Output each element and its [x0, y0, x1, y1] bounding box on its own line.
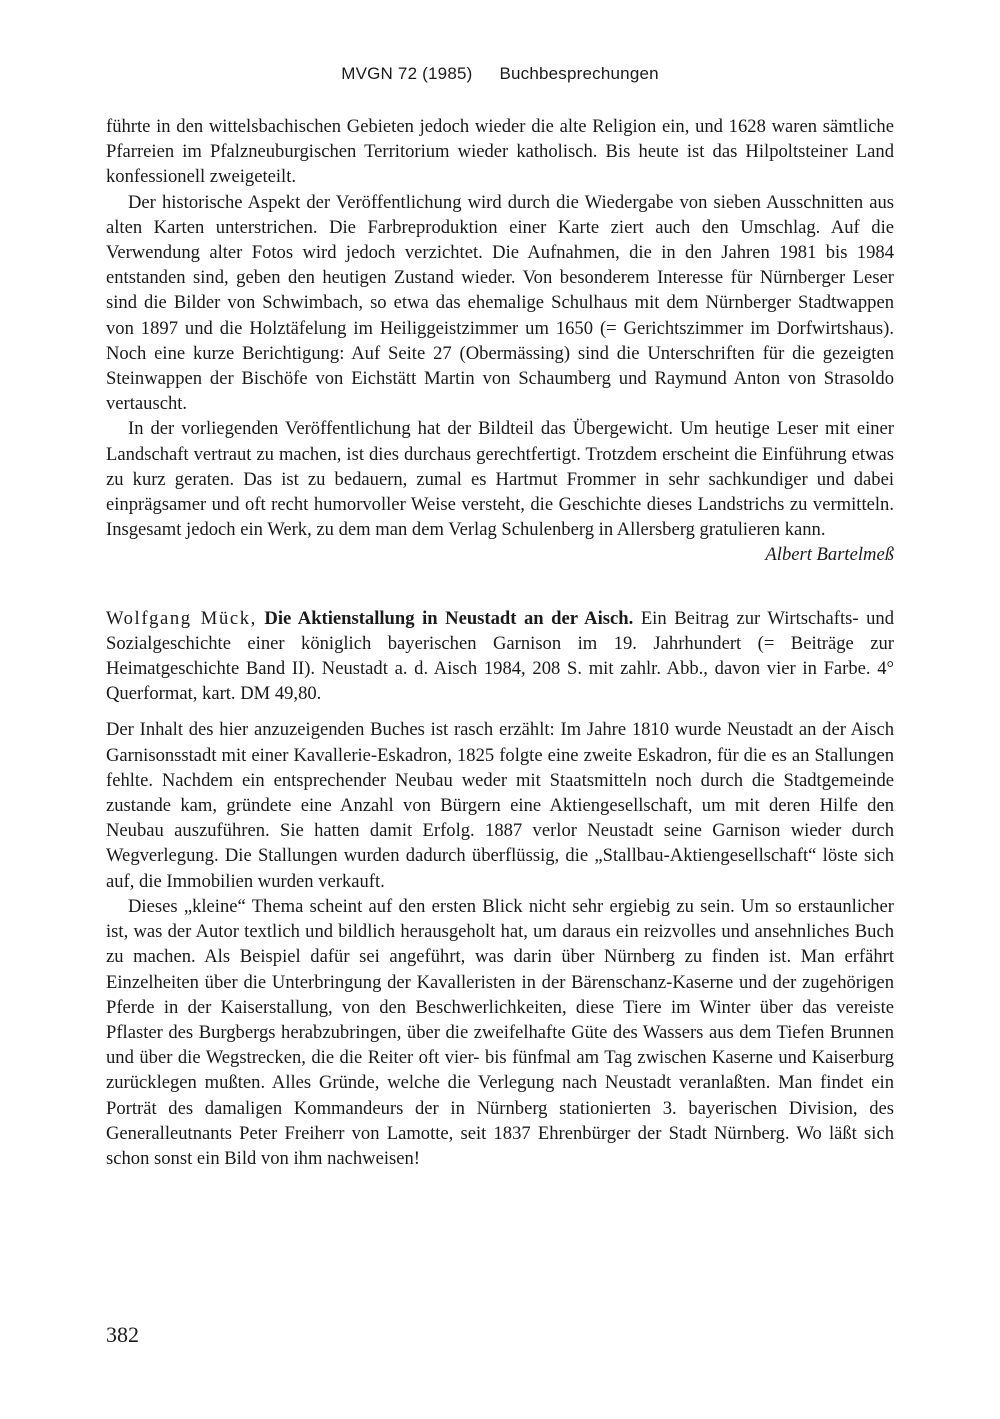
review1-paragraph-3: In der vorliegenden Veröffentlichung hat der Bildteil das Übergewicht. Um heutige Leser mit einer Landschaft vertraut zu machen, ist dies durchaus gerechtfertigt. Trotzdem erscheint die Einführung etwas zu kurz geraten. Das ist zu bedauern, zumal es Hartmut Frommer in sehr sachkundiger und dabei einprägsamer und oft recht humorvoller Weise versteht, die Geschichte dieses Landstrichs zu vermitteln. Insgesamt jedoch ein Werk, zu dem man dem Verlag Schulenberg in Allersberg gratulieren kann.	[106, 418, 894, 541]
review2-paragraph-2: Dieses „kleine“ Thema scheint auf den ersten Blick nicht sehr ergiebig zu sein. Um so erstaunlicher ist, was der Autor textlich und bildlich herausgeholt hat, um daraus ein reizvolles und ansehnliches Buch zu machen. Als Beispiel dafür sei angeführt, was darin über Nürnberg zu finden ist. Man erfährt Einzelheiten über die Unterbringung der Kavalleristen in der Bärenschanz-Kaserne und der zugehörigen Pferde in der Kaiserstallung, von den Beschwerlichkeiten, diese Tiere im Winter über das vereiste Pflaster des Burgbergs herabzubringen, über die zweifelhafte Güte des Wassers aus dem Tiefen Brunnen und über die Wegstrecken, die die Reiter oft vier- bis fünfmal am Tag zwischen Kaserne und Kaiserburg zurücklegen mußten. Alles Gründe, welche die Verlegung nach Neustadt veranlaßten. Man findet ein Porträt des damaligen Kommandeurs der in Nürnberg stationierten 3. bayerischen Division, des Generalleutnants Peter Freiherr von Lamotte, seit 1837 Ehrenbürger der Stadt Nürnberg. Wo läßt sich schon sonst ein Bild von ihm nachweisen!	[106, 895, 894, 1169]
review1-paragraph-2: Der historische Aspekt der Veröffentlichung wird durch die Wiedergabe von sieben Ausschnitten aus alten Karten unterstrichen. Die Farbreproduktion einer Karte ziert auch den Umschlag. Auf die Verwendung alter Fotos wird jedoch verzichtet. Die Aufnahmen, die in den Jahren 1981 bis 1984 entstanden sind, geben den heutigen Zustand wieder. Von besonderem Interesse für Nürnberger Leser sind die Bilder von Schwimbach, so etwa das ehemalige Schulhaus mit dem Nürnberger Stadtwappen von 1897 und die Holztäfelung im Heiliggeistzimmer um 1650 (= Gerichtszimmer im Dorfwirtshaus). Noch eine kurze Berichtigung: Auf Seite 27 (Obermässing) sind die Unterschriften für die gezeigten Steinwappen der Bischöfe von Eichstätt Martin von Schaumberg und Raymund Anton von Strasoldo vertauscht.	[106, 191, 894, 415]
book-review	[106, 606, 894, 1171]
section-title: Buchbesprechungen	[499, 64, 659, 83]
running-head	[106, 64, 894, 84]
review-continuation	[106, 114, 894, 568]
review2-paragraph-1: Der Inhalt des hier anzuzeigenden Buches ist rasch erzählt: Im Jahre 1810 wurde Neustadt an der Aisch Garnisonsstadt mit einer Kavallerie-Eskadron, 1825 folgte eine zweite Eskadron, für die es an Stallungen fehlte. Nachdem ein entsprechender Neubau weder mit Staatsmitteln noch durch die Stadtgemeinde zustande kam, gründete eine Anzahl von Bürgern eine Aktiengesellschaft, um mit deren Hilfe den Neubau auszuführen. Sie hatten damit Erfolg. 1887 verlor Neustadt seine Garnison wieder durch Wegverlegung. Die Stallungen wurden dadurch überflüssig, die „Stallbau-Aktiengesellschaft“ löste sich auf, die Immobilien wurden verkauft.	[106, 719, 894, 892]
book-author: Wolfgang Mück,	[106, 607, 257, 629]
book-title: Die Aktienstallung in Neustadt an der Aisch.	[264, 607, 634, 629]
reviewer-signature: Albert Bartelmeß	[765, 544, 894, 566]
journal-citation: MVGN 72 (1985)	[341, 64, 473, 83]
page-number: 382	[106, 1322, 139, 1347]
book-bibliography: Ein Beitrag zur Wirtschafts- und Sozialgeschichte einer königlich bayerischen Garnison im 19. Jahrhundert (= Beiträge zur Heimatgeschichte Band II). Neustadt a. d. Aisch 1984, 208 S. mit zahlr. Abb., davon vier in Farbe. 4° Querformat, kart. DM 49,80.	[106, 607, 895, 705]
review1-paragraph-1: führte in den wittelsbachischen Gebieten jedoch wieder die alte Religion ein, und 1628 waren sämtliche Pfarreien im Pfalzneuburgischen Territorium wieder katholisch. Bis heute ist das Hilpoltsteiner Land konfessionell zweigeteilt.	[106, 116, 894, 188]
page-body	[106, 64, 894, 1171]
book-citation	[106, 606, 894, 707]
